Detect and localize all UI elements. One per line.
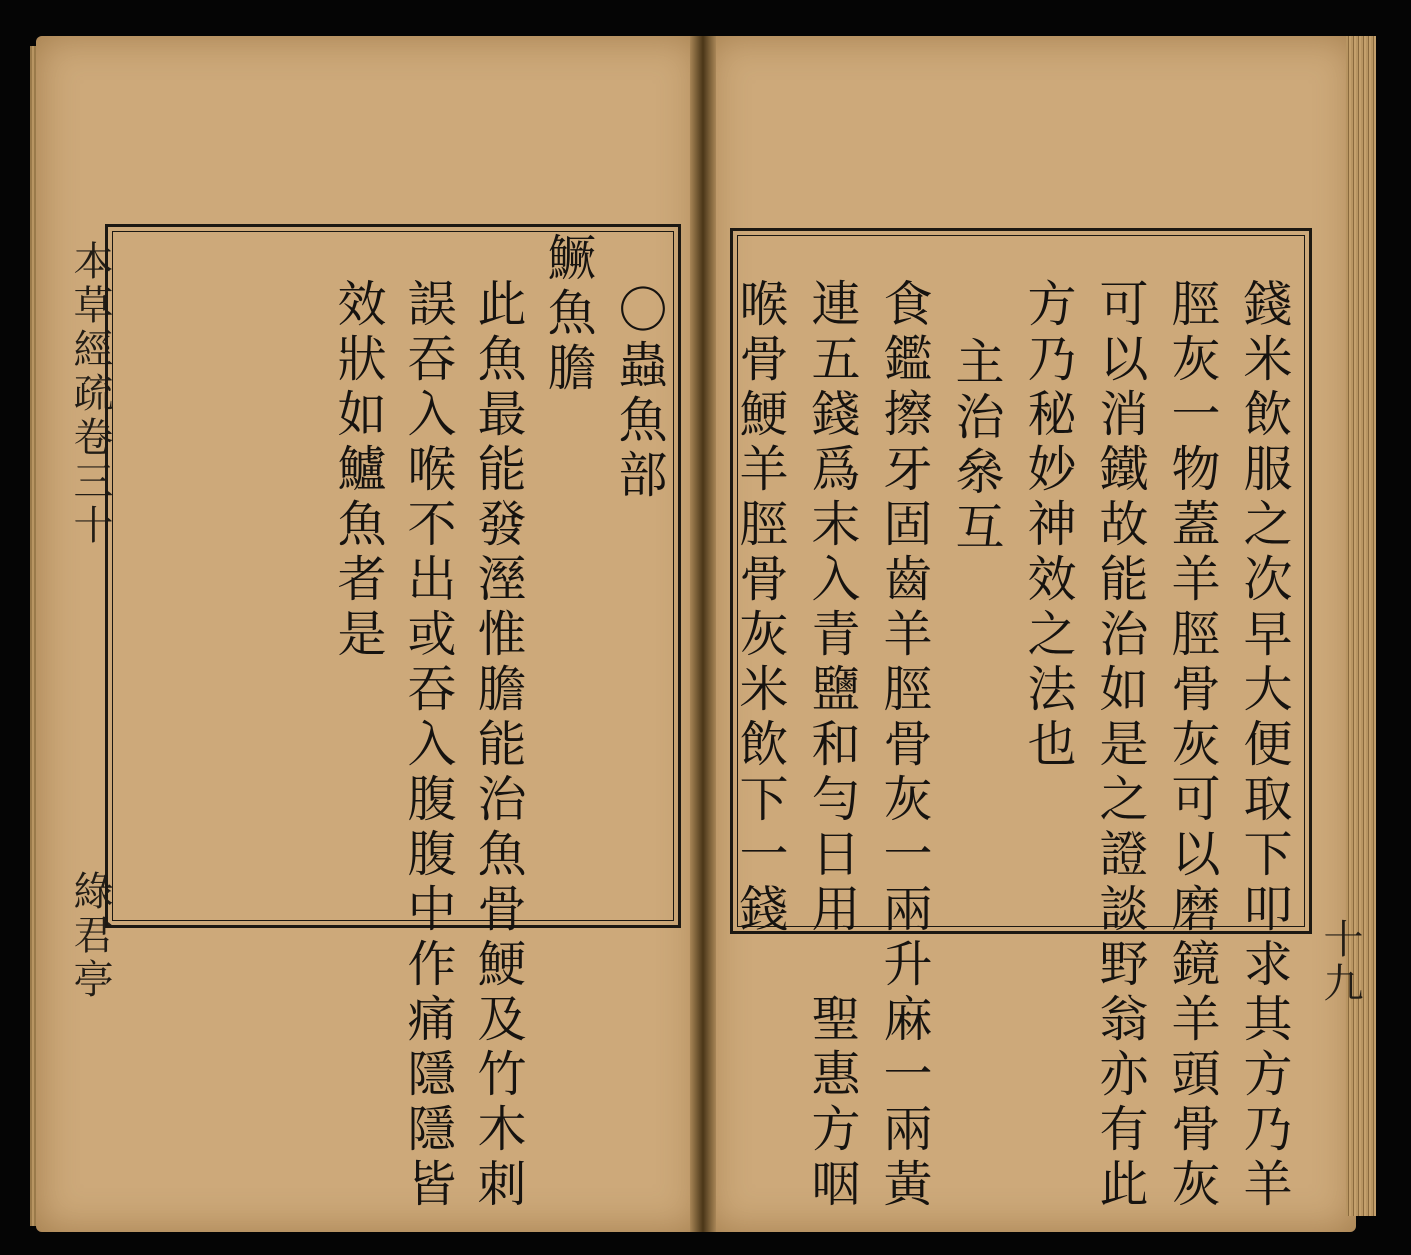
section-heading: 〇蟲魚部 (611, 284, 668, 504)
text-column: 連五錢爲末入青鹽和勻日用 聖惠方咽 (804, 278, 861, 1213)
text-column: 可以消鐵故能治如是之證談野翁亦有此 (1092, 278, 1149, 1213)
publisher-margin: 綠君亭 (67, 870, 113, 1002)
text-column: 效狀如鱸魚者是 (330, 278, 387, 663)
text-column: 方乃秘妙神效之法也 (1020, 278, 1077, 773)
folio-number: 十九 (1317, 918, 1363, 1006)
text-column: 喉骨鯁羊脛骨灰米飲下一錢 (732, 278, 789, 938)
text-column: 誤吞入喉不出或吞入腹腹中作痛隱隱皆 (400, 278, 457, 1213)
entry-title: 鱖魚膽 (540, 232, 597, 397)
subheading: 主治㕘互 (948, 336, 1005, 556)
text-column: 錢米飲服之次早大便取下叩求其方乃羊 (1236, 278, 1293, 1213)
text-column: 食鑑擦牙固齒羊脛骨灰一兩升麻一兩黃 (876, 278, 933, 1213)
book-gutter (690, 36, 716, 1232)
text-column: 脛灰一物蓋羊脛骨灰可以磨鏡羊頭骨灰 (1164, 278, 1221, 1213)
book-title-margin: 本草經疏卷三十 (67, 240, 113, 548)
text-column: 此魚最能發溼惟膽能治魚骨鯁及竹木刺 (470, 278, 527, 1213)
right-page-edges (1346, 36, 1376, 1216)
